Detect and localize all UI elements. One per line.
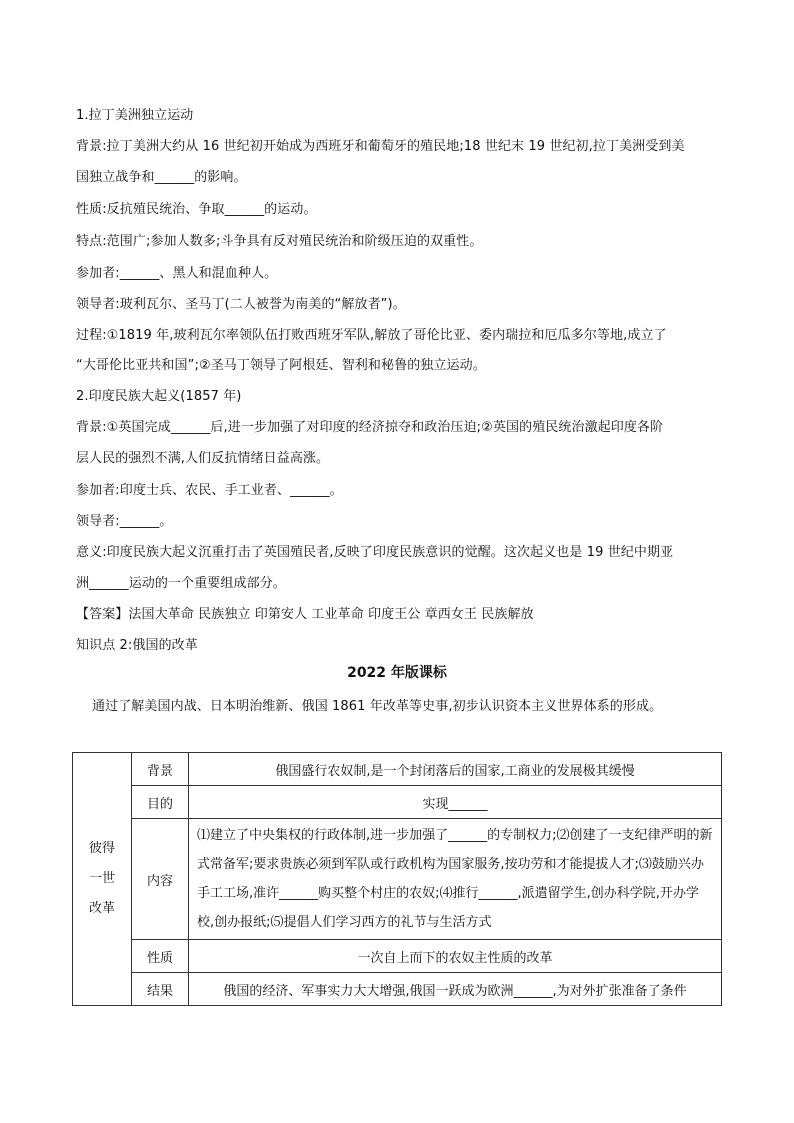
table-row bbox=[73, 786, 722, 819]
text-line: 领导者:______。 bbox=[76, 514, 173, 529]
reform-name-part: 一世 bbox=[88, 871, 115, 886]
text-line: 性质:反抗殖民统治、争取______的运动。 bbox=[76, 202, 317, 217]
text-line: 参加者:______、黑人和混血种人。 bbox=[76, 266, 278, 281]
peter-reform-table bbox=[72, 752, 722, 1006]
row-content: 俄国的经济、军事实力大大增强,俄国一跃成为欧洲______,为对外扩张准备了条件 bbox=[189, 973, 722, 1006]
text-line: 领导者:玻利瓦尔、圣马丁(二人被誉为南美的“解放者”)。 bbox=[76, 297, 406, 312]
table-row bbox=[73, 973, 722, 1006]
row-label: 背景 bbox=[132, 753, 189, 786]
text-line: 意义:印度民族大起义沉重打击了英国殖民者,反映了印度民族意识的觉醒。这次起义也是 19 世纪中期亚 bbox=[76, 545, 674, 560]
row-content: 俄国盛行农奴制,是一个封闭落后的国家,工商业的发展极其缓慢 bbox=[189, 753, 722, 786]
answer-line: 【答案】法国大革命 民族独立 印第安人 工业革命 印度王公 章西女王 民族解放 bbox=[76, 607, 534, 622]
row-content: 一次自上而下的农奴主性质的改革 bbox=[189, 940, 722, 973]
table-row bbox=[73, 753, 722, 786]
reform-name-part: 改革 bbox=[88, 901, 115, 916]
text-line: 过程:①1819 年,玻利瓦尔率领队伍打败西班牙军队,解放了哥伦比亚、委内瑞拉和厄瓜多尔等地,成立了 bbox=[76, 328, 667, 343]
text-line: 背景:拉丁美洲大约从 16 世纪初开始成为西班牙和葡萄牙的殖民地;18 世纪末 19 世纪初,拉丁美洲受到美 bbox=[76, 139, 685, 154]
row-label: 目的 bbox=[132, 786, 189, 819]
knowledge-point-heading: 知识点 2:俄国的改革 bbox=[76, 638, 198, 653]
text-line: 国独立战争和______的影响。 bbox=[76, 170, 247, 185]
text-line: 特点:范围广;参加人数多;斗争具有反对殖民统治和阶级压迫的双重性。 bbox=[76, 234, 483, 249]
row-label: 性质 bbox=[132, 940, 189, 973]
table-row bbox=[73, 819, 722, 940]
row-content: ⑴建立了中央集权的行政体制,进一步加强了______的专制权力;⑵创建了一支纪律严明的新式常备军;要求贵族必须到军队或行政机构为国家服务,按功劳和才能提拔人才;⑶鼓励兴办手工工场,准许______购买整个村庄的农奴;⑷推行______,派遣留学生,创办科学院,开办学校,创办报纸;⑸提倡人们学习西方的礼节与生活方式 bbox=[189, 819, 722, 940]
text-line: 层人民的强烈不满,人们反抗情绪日益高涨。 bbox=[76, 451, 330, 466]
row-label: 结果 bbox=[132, 973, 189, 1006]
reform-name-cell bbox=[73, 753, 132, 1006]
text-line: “大哥伦比亚共和国”;②圣马丁领导了阿根廷、智利和秘鲁的独立运动。 bbox=[76, 358, 486, 373]
standard-text: 通过了解美国内战、日本明治维新、俄国 1861 年改革等史事,初步认识资本主义世界体系的形成。 bbox=[92, 699, 663, 714]
text-line: 背景:①英国完成______后,进一步加强了对印度的经济掠夺和政治压迫;②英国的殖民统治激起印度各阶 bbox=[76, 420, 664, 435]
heading-india-uprising: 2.印度民族大起义(1857 年) bbox=[76, 389, 242, 404]
reform-name-part: 彼得 bbox=[88, 841, 115, 856]
heading-latin-america: 1.拉丁美洲独立运动 bbox=[76, 108, 194, 123]
table-row bbox=[73, 940, 722, 973]
text-line: 洲______运动的一个重要组成部分。 bbox=[76, 576, 286, 591]
section-title: 2022 年版课标 bbox=[347, 665, 447, 681]
row-content: 实现______ bbox=[189, 786, 722, 819]
text-line: 参加者:印度士兵、农民、手工业者、______。 bbox=[76, 483, 343, 498]
row-label: 内容 bbox=[132, 819, 189, 940]
